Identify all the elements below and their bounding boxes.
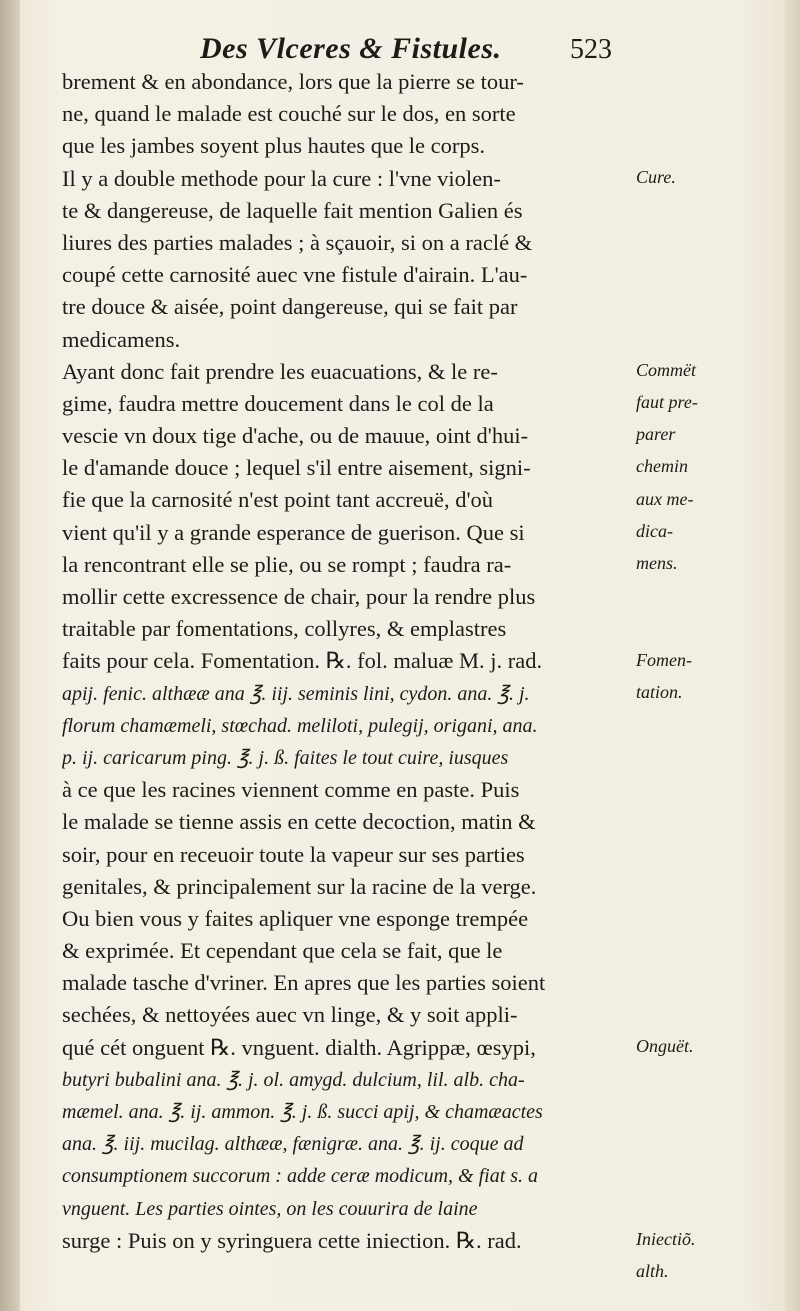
- text-line: consumptionem succorum : adde ceræ modicum, & fiat s. a: [62, 1165, 539, 1188]
- text-line: p. ij. caricarum ping. ℥. j. ß. faites le tout cuire, iusques: [62, 746, 509, 769]
- text-line: mæmel. ana. ℥. ij. ammon. ℥. j. ß. succi apij, & chamæactes: [62, 1101, 543, 1123]
- text-line: surge : Puis on y syringuera cette iniection. ℞. rad.: [62, 1227, 522, 1253]
- text-line: Ou bien vous y faites apliquer vne esponge trempée: [62, 905, 529, 931]
- text-line: sechées, & nettoyées auec vn linge, & y soit appli-: [62, 1002, 518, 1028]
- text-line: que les jambes soyent plus hautes que le corps.: [62, 133, 486, 159]
- margin-note: tation.: [636, 681, 683, 702]
- text-line: vescie vn doux tige d'ache, ou de mauue, oint d'hui-: [62, 423, 529, 449]
- body-text: [62, 66, 632, 1257]
- margin-note: alth.: [636, 1261, 669, 1282]
- text-line: vnguent. Les parties ointes, on les couurira de laine: [62, 1197, 478, 1220]
- text-line: tre douce & aisée, point dangereuse, qui se fait par: [62, 294, 518, 320]
- text-line: le d'amande douce ; lequel s'il entre aisement, signi-: [62, 455, 531, 481]
- text-line: malade tasche d'vriner. En apres que les parties soient: [62, 970, 546, 996]
- text-line: fie que la carnosité n'est point tant accreuë, d'où: [62, 487, 494, 513]
- text-line: liures des parties malades ; à sçauoir, si on a raclé &: [62, 229, 533, 255]
- text-line: butyri bubalini ana. ℥. j. ol. amygd. dulcium, lil. alb. cha-: [62, 1068, 525, 1091]
- text-line: mollir cette excressence de chair, pour la rendre plus: [62, 584, 536, 609]
- text-line: faits pour cela. Fomentation. ℞. fol. maluæ M. j. rad.: [62, 648, 543, 674]
- margin-note: Commët: [636, 359, 696, 380]
- margin-note: chemin: [636, 456, 688, 477]
- margin-note: Onguët.: [636, 1036, 694, 1056]
- text-line: apij. fenic. althææ ana ℥. iij. seminis lini, cydon. ana. ℥. j.: [62, 682, 530, 705]
- text-line: florum chamæmeli, stœchad. meliloti, pulegij, origani, ana.: [62, 714, 538, 737]
- text-line: coupé cette carnosité auec vne fistule d'airain. L'au-: [62, 262, 528, 288]
- margin-note: Iniectiõ.: [636, 1229, 696, 1250]
- margin-note: mens.: [636, 553, 678, 573]
- text-line: medicamens.: [62, 326, 181, 352]
- book-spine: [0, 0, 20, 1311]
- text-line: qué cét onguent ℞. vnguent. dialth. Agrippæ, œsypi,: [62, 1034, 536, 1060]
- page-edge: [785, 0, 800, 1311]
- text-line: & exprimée. Et cependant que cela se fait, que le: [62, 938, 503, 964]
- margin-note: dica-: [636, 520, 673, 541]
- text-line: soir, pour en receuoir toute la vapeur sur ses parties: [62, 841, 525, 867]
- text-line: traitable par fomentations, collyres, & emplastres: [62, 616, 507, 642]
- text-line: vient qu'il y a grande esperance de guerison. Que si: [62, 519, 525, 545]
- text-line: le malade se tienne assis en cette decoction, matin &: [62, 809, 536, 835]
- text-line: Il y a double methode pour la cure : l'vne violen-: [62, 165, 501, 191]
- margin-note: faut pre-: [636, 392, 698, 412]
- text-line: ne, quand le malade est couché sur le dos, en sorte: [62, 101, 516, 127]
- margin-note: aux me-: [636, 488, 694, 509]
- text-line: te & dangereuse, de laquelle fait mention Galien és: [62, 197, 523, 223]
- text-line: Ayant donc fait prendre les euacuations, & le re-: [62, 358, 498, 384]
- text-line: genitales, & principalement sur la racine de la verge.: [62, 873, 537, 899]
- text-line: brement & en abondance, lors que la pierre se tour-: [62, 69, 524, 94]
- running-title: Des Vlceres & Fistules.: [200, 32, 502, 65]
- margin-note: parer: [636, 424, 676, 445]
- margin-note: Cure.: [636, 166, 676, 187]
- text-line: à ce que les racines viennent comme en paste. Puis: [62, 777, 520, 803]
- text-line: ana. ℥. iij. mucilag. althææ, fænigræ. ana. ℥. ij. coque ad: [62, 1133, 524, 1156]
- page-number: 523: [570, 34, 612, 65]
- text-line: gime, faudra mettre doucement dans le col de la: [62, 390, 494, 416]
- margin-note: Fomen-: [636, 649, 692, 670]
- text-line: la rencontrant elle se plie, ou se rompt ; faudra ra-: [62, 551, 512, 577]
